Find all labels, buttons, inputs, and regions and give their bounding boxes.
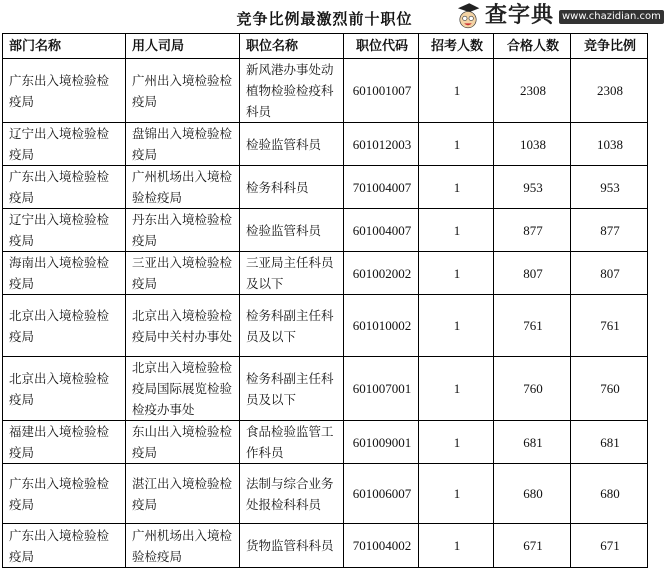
qualified-cell: 680 xyxy=(494,464,571,524)
bureau-cell: 湛江出入境检验检疫局 xyxy=(126,464,240,524)
position-cell: 三亚局主任科员及以下 xyxy=(240,252,344,295)
qualified-cell: 761 xyxy=(494,295,571,357)
dept-cell: 广东出入境检验检疫局 xyxy=(3,59,126,123)
recruit-cell: 1 xyxy=(419,421,494,464)
qualified-cell: 760 xyxy=(494,357,571,421)
watermark-url: www.chazidian.com xyxy=(559,10,664,24)
bureau-cell: 北京出入境检验检疫局中关村办事处 xyxy=(126,295,240,357)
table-row xyxy=(3,421,648,464)
qualified-cell: 807 xyxy=(494,252,571,295)
bureau-cell: 广州机场出入境检验检疫局 xyxy=(126,524,240,568)
code-cell: 601010002 xyxy=(344,295,419,357)
qualified-cell: 877 xyxy=(494,209,571,252)
ratio-cell: 760 xyxy=(571,357,648,421)
dept-cell: 海南出入境检验检疫局 xyxy=(3,252,126,295)
header-dept: 部门名称 xyxy=(3,34,126,59)
table-row xyxy=(3,295,648,357)
position-cell: 检务科副主任科员及以下 xyxy=(240,295,344,357)
position-cell: 检务科副主任科员及以下 xyxy=(240,357,344,421)
recruit-cell: 1 xyxy=(419,357,494,421)
position-cell: 检验监管科员 xyxy=(240,123,344,166)
bureau-cell: 广州出入境检验检疫局 xyxy=(126,59,240,123)
ratio-cell: 2308 xyxy=(571,59,648,123)
code-cell: 601004007 xyxy=(344,209,419,252)
dept-cell: 辽宁出入境检验检疫局 xyxy=(3,123,126,166)
position-cell: 检验监管科员 xyxy=(240,209,344,252)
qualified-cell: 681 xyxy=(494,421,571,464)
dept-cell: 辽宁出入境检验检疫局 xyxy=(3,209,126,252)
ratio-cell: 1038 xyxy=(571,123,648,166)
qualified-cell: 953 xyxy=(494,166,571,209)
header-row xyxy=(3,34,648,59)
code-cell: 701004007 xyxy=(344,166,419,209)
mascot-icon xyxy=(455,2,481,31)
recruit-cell: 1 xyxy=(419,524,494,568)
header-code: 职位代码 xyxy=(344,34,419,59)
table-row xyxy=(3,252,648,295)
header-bureau: 用人司局 xyxy=(126,34,240,59)
position-cell: 法制与综合业务处报检科科员 xyxy=(240,464,344,524)
bureau-cell: 广州机场出入境检验检疫局 xyxy=(126,166,240,209)
ratio-cell: 671 xyxy=(571,524,648,568)
dept-cell: 广东出入境检验检疫局 xyxy=(3,464,126,524)
code-cell: 601001007 xyxy=(344,59,419,123)
dept-cell: 广东出入境检验检疫局 xyxy=(3,524,126,568)
table-row xyxy=(3,357,648,421)
position-cell: 新风港办事处动植物检验检疫科科员 xyxy=(240,59,344,123)
ratio-cell: 681 xyxy=(571,421,648,464)
header-recruit: 招考人数 xyxy=(419,34,494,59)
bureau-cell: 东山出入境检验检疫局 xyxy=(126,421,240,464)
recruit-cell: 1 xyxy=(419,166,494,209)
table-row xyxy=(3,59,648,123)
recruit-cell: 1 xyxy=(419,464,494,524)
dept-cell: 北京出入境检验检疫局 xyxy=(3,295,126,357)
table-row xyxy=(3,464,648,524)
code-cell: 601012003 xyxy=(344,123,419,166)
table-row xyxy=(3,524,648,568)
ratio-cell: 680 xyxy=(571,464,648,524)
qualified-cell: 671 xyxy=(494,524,571,568)
ratio-cell: 807 xyxy=(571,252,648,295)
table-row xyxy=(3,209,648,252)
recruit-cell: 1 xyxy=(419,59,494,123)
code-cell: 601006007 xyxy=(344,464,419,524)
competition-table xyxy=(2,33,648,568)
dept-cell: 广东出入境检验检疫局 xyxy=(3,166,126,209)
table-row xyxy=(3,123,648,166)
bureau-cell: 三亚出入境检验检疫局 xyxy=(126,252,240,295)
header-position: 职位名称 xyxy=(240,34,344,59)
ratio-cell: 877 xyxy=(571,209,648,252)
code-cell: 701004002 xyxy=(344,524,419,568)
dept-cell: 北京出入境检验检疫局 xyxy=(3,357,126,421)
dept-cell: 福建出入境检验检疫局 xyxy=(3,421,126,464)
bureau-cell: 丹东出入境检验检疫局 xyxy=(126,209,240,252)
position-cell: 货物监管科科员 xyxy=(240,524,344,568)
qualified-cell: 2308 xyxy=(494,59,571,123)
recruit-cell: 1 xyxy=(419,295,494,357)
recruit-cell: 1 xyxy=(419,123,494,166)
chazidian-watermark xyxy=(455,1,661,32)
qualified-cell: 1038 xyxy=(494,123,571,166)
ratio-cell: 761 xyxy=(571,295,648,357)
recruit-cell: 1 xyxy=(419,209,494,252)
code-cell: 601002002 xyxy=(344,252,419,295)
code-cell: 601007001 xyxy=(344,357,419,421)
watermark-name: 查字典 xyxy=(485,3,555,28)
ratio-cell: 953 xyxy=(571,166,648,209)
recruit-cell: 1 xyxy=(419,252,494,295)
table-title: 竞争比例最激烈前十职位 xyxy=(236,10,413,28)
bureau-cell: 北京出入境检验检疫局国际展览检验检疫办事处 xyxy=(126,357,240,421)
code-cell: 601009001 xyxy=(344,421,419,464)
position-cell: 食品检验监管工作科员 xyxy=(240,421,344,464)
header-ratio: 竞争比例 xyxy=(571,34,648,59)
table-row xyxy=(3,166,648,209)
header-qualified: 合格人数 xyxy=(494,34,571,59)
bureau-cell: 盘锦出入境检验检疫局 xyxy=(126,123,240,166)
position-cell: 检务科科员 xyxy=(240,166,344,209)
